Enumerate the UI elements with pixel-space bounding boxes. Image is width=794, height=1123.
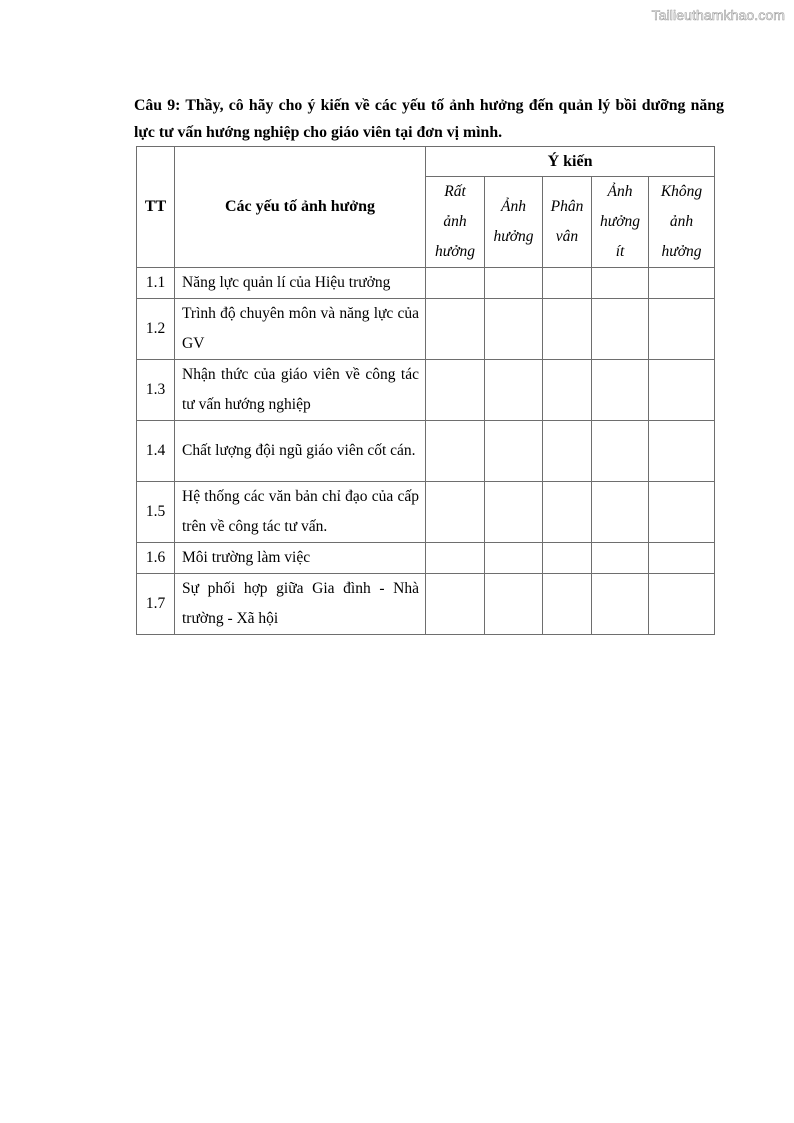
header-opinion: Ý kiến xyxy=(426,147,715,177)
answer-cell[interactable] xyxy=(543,421,592,482)
factor-text: Trình độ chuyên môn và năng lực của GV xyxy=(175,299,426,360)
answer-cell[interactable] xyxy=(426,543,485,574)
option-line: Không xyxy=(660,183,703,200)
option-line: vân xyxy=(555,228,579,245)
factor-text: Năng lực quản lí của Hiệu trưởng xyxy=(175,268,426,299)
factor-text: Nhận thức của giáo viên về công tác tư vấn hướng nghiệp xyxy=(175,360,426,421)
option-line: Phân xyxy=(550,198,584,215)
answer-cell[interactable] xyxy=(649,360,715,421)
factor-text: Sự phối hợp giữa Gia đình - Nhà trường - Xã hội xyxy=(175,574,426,635)
factor-text: Hệ thống các văn bản chỉ đạo của cấp trên về công tác tư vấn. xyxy=(175,482,426,543)
answer-cell[interactable] xyxy=(543,482,592,543)
row-number: 1.4 xyxy=(137,421,175,482)
answer-cell[interactable] xyxy=(485,543,543,574)
factor-text: Môi trường làm việc xyxy=(175,543,426,574)
option-line: hưởng xyxy=(661,243,702,260)
answer-cell[interactable] xyxy=(592,543,649,574)
answer-cell[interactable] xyxy=(543,574,592,635)
option-little-influence xyxy=(592,177,649,268)
table-row xyxy=(137,421,715,482)
option-line: ít xyxy=(615,243,625,260)
question-text: Câu 9: Thầy, cô hãy cho ý kiến về các yếu tố ảnh hưởng đến quản lý bồi dưỡng năng lực tư vấn hướng nghiệp cho giáo viên tại đơn vị mình. xyxy=(134,97,724,141)
option-no-influence xyxy=(649,177,715,268)
answer-cell[interactable] xyxy=(649,543,715,574)
option-line: ảnh xyxy=(443,213,467,230)
header-row-top xyxy=(137,147,715,177)
answer-cell[interactable] xyxy=(485,421,543,482)
table-row xyxy=(137,543,715,574)
table-row xyxy=(137,574,715,635)
answer-cell[interactable] xyxy=(543,299,592,360)
answer-cell[interactable] xyxy=(649,268,715,299)
row-number: 1.6 xyxy=(137,543,175,574)
answer-cell[interactable] xyxy=(592,421,649,482)
answer-cell[interactable] xyxy=(426,574,485,635)
option-influential xyxy=(485,177,543,268)
answer-cell[interactable] xyxy=(485,574,543,635)
table-row xyxy=(137,268,715,299)
answer-cell[interactable] xyxy=(592,574,649,635)
answer-cell[interactable] xyxy=(649,421,715,482)
option-line: Rất xyxy=(444,183,466,200)
answer-cell[interactable] xyxy=(592,360,649,421)
option-very-influential xyxy=(426,177,485,268)
answer-cell[interactable] xyxy=(426,299,485,360)
header-factor: Các yếu tố ảnh hưởng xyxy=(175,147,426,268)
watermark-text: Tailieuthamkhao.com xyxy=(651,7,785,23)
answer-cell[interactable] xyxy=(485,360,543,421)
answer-cell[interactable] xyxy=(543,268,592,299)
answer-cell[interactable] xyxy=(426,421,485,482)
row-number: 1.2 xyxy=(137,299,175,360)
survey-table xyxy=(136,146,715,635)
row-number: 1.5 xyxy=(137,482,175,543)
option-line: ảnh xyxy=(669,213,694,230)
row-number: 1.7 xyxy=(137,574,175,635)
answer-cell[interactable] xyxy=(649,482,715,543)
answer-cell[interactable] xyxy=(592,299,649,360)
answer-cell[interactable] xyxy=(592,268,649,299)
option-line: Ảnh xyxy=(501,198,526,215)
option-line: Ảnh xyxy=(607,183,633,200)
answer-cell[interactable] xyxy=(543,360,592,421)
row-number: 1.1 xyxy=(137,268,175,299)
option-line: hưởng xyxy=(493,228,534,245)
table-row xyxy=(137,360,715,421)
answer-cell[interactable] xyxy=(649,299,715,360)
answer-cell[interactable] xyxy=(485,482,543,543)
header-tt: TT xyxy=(137,147,175,268)
factor-text: Chất lượng đội ngũ giáo viên cốt cán. xyxy=(175,421,426,482)
option-line: hưởng xyxy=(600,213,640,230)
answer-cell[interactable] xyxy=(426,360,485,421)
option-undecided xyxy=(543,177,592,268)
option-line: hưởng xyxy=(435,243,475,260)
answer-cell[interactable] xyxy=(426,482,485,543)
row-number: 1.3 xyxy=(137,360,175,421)
answer-cell[interactable] xyxy=(592,482,649,543)
answer-cell[interactable] xyxy=(649,574,715,635)
answer-cell[interactable] xyxy=(485,268,543,299)
table-row xyxy=(137,299,715,360)
answer-cell[interactable] xyxy=(426,268,485,299)
answer-cell[interactable] xyxy=(485,299,543,360)
answer-cell[interactable] xyxy=(543,543,592,574)
table-row xyxy=(137,482,715,543)
